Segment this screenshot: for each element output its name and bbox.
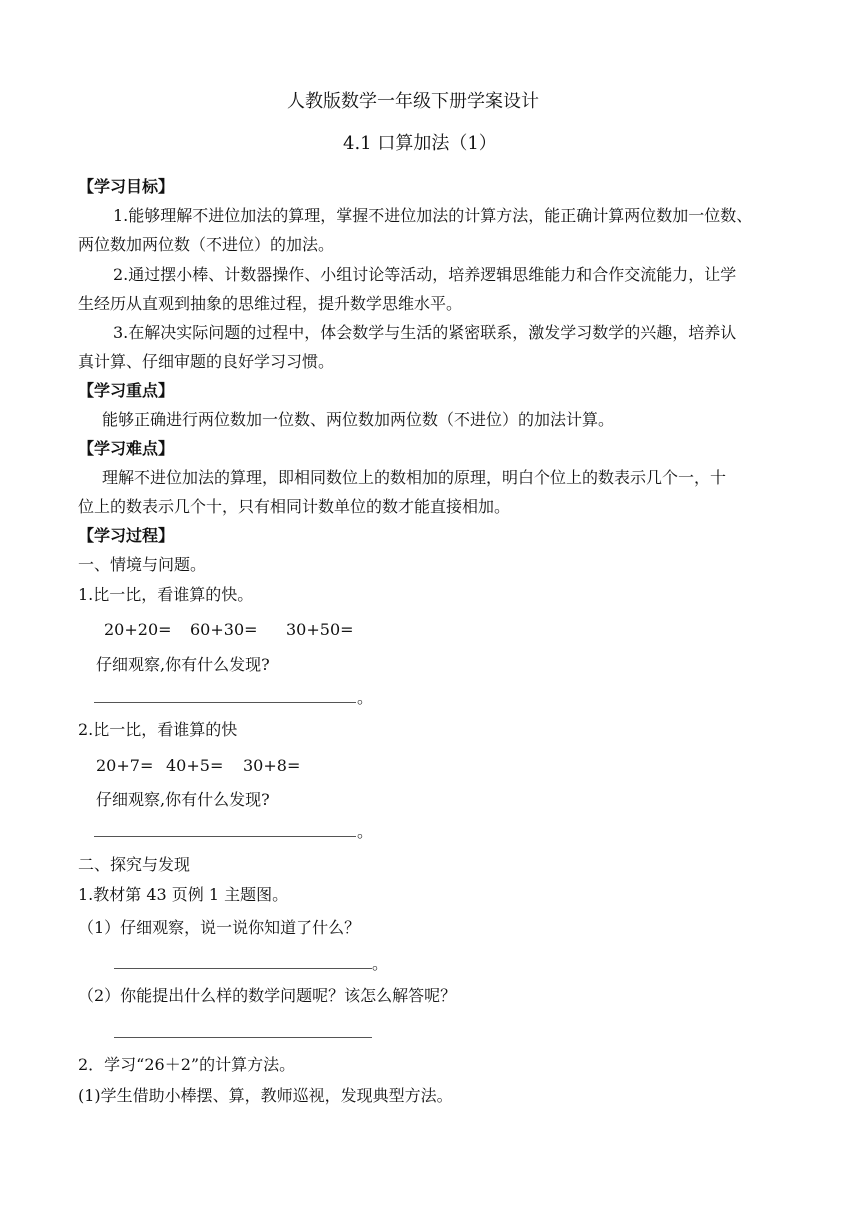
question-1: 1.比一比，看谁算的快。 — [78, 585, 254, 604]
q2-answer-line[interactable] — [94, 836, 356, 837]
q1-answer-line[interactable] — [94, 702, 356, 703]
objectives-heading: 【学习目标】 — [78, 177, 175, 196]
q1-answer-end: 。 — [357, 688, 374, 707]
s2-q1a-answer-end: 。 — [372, 954, 389, 973]
objective-2-line-1: 2.通过摆小棒、计数器操作、小组讨论等活动，培养逻辑思维能力和合作交流能力，让学 — [113, 265, 737, 284]
section-2-question-1b: （2）你能提出什么样的数学问题呢？该怎么解答呢？ — [78, 986, 457, 1005]
q2-equation-1: 20+7= — [96, 756, 154, 775]
section-2-question-1a: （1）仔细观察，说一说你知道了什么？ — [78, 918, 361, 937]
s2-q1b-answer-line[interactable] — [114, 1037, 372, 1038]
objective-3-line-2: 真计算、仔细审题的良好学习习惯。 — [78, 352, 335, 371]
section-2-question-1: 1.教材第 43 页例 1 主题图。 — [78, 885, 289, 904]
process-heading: 【学习过程】 — [78, 526, 175, 545]
q1-equation-1: 20+20= — [104, 620, 172, 639]
q1-prompt: 仔细观察,你有什么发现? — [96, 655, 270, 674]
difficulties-line-2: 位上的数表示几个十，只有相同计数单位的数才能直接相加。 — [78, 497, 511, 516]
keypoints-text: 能够正确进行两位数加一位数、两位数加两位数（不进位）的加法计算。 — [102, 410, 615, 429]
q2-prompt: 仔细观察,你有什么发现? — [96, 790, 270, 809]
keypoints-heading: 【学习重点】 — [78, 381, 175, 400]
objective-1-line-2: 两位数加两位数（不进位）的加法。 — [78, 235, 335, 254]
objective-2-line-2: 生经历从直观到抽象的思维过程，提升数学思维水平。 — [78, 294, 463, 313]
section-2-question-2a: (1)学生借助小棒摆、算，教师巡视，发现典型方法。 — [78, 1086, 453, 1105]
document-title: 人教版数学一年级下册学案设计 — [287, 91, 539, 112]
section-2-question-2: 2．学习“26＋2”的计算方法。 — [78, 1055, 296, 1074]
section-2-heading: 二、探究与发现 — [78, 855, 191, 874]
q2-equation-2: 40+5= — [166, 756, 224, 775]
objective-3-line-1: 3.在解决实际问题的过程中，体会数学与生活的紧密联系，激发学习数学的兴趣，培养认 — [113, 323, 737, 342]
document-subtitle: 4.1 口算加法（1） — [343, 133, 497, 154]
question-2: 2.比一比，看谁算的快 — [78, 720, 238, 739]
q2-answer-end: 。 — [357, 822, 374, 841]
q2-equation-3: 30+8= — [243, 756, 301, 775]
objective-1-line-1: 1.能够理解不进位加法的算理，掌握不进位加法的计算方法，能正确计算两位数加一位数、 — [113, 206, 753, 225]
s2-q1a-answer-line[interactable] — [114, 968, 372, 969]
section-1-heading: 一、情境与问题。 — [78, 555, 207, 574]
difficulties-line-1: 理解不进位加法的算理，即相同数位上的数相加的原理，明白个位上的数表示几个一，十 — [102, 468, 727, 487]
q1-equation-2: 60+30= — [190, 620, 258, 639]
difficulties-heading: 【学习难点】 — [78, 439, 175, 458]
q1-equation-3: 30+50= — [286, 620, 354, 639]
